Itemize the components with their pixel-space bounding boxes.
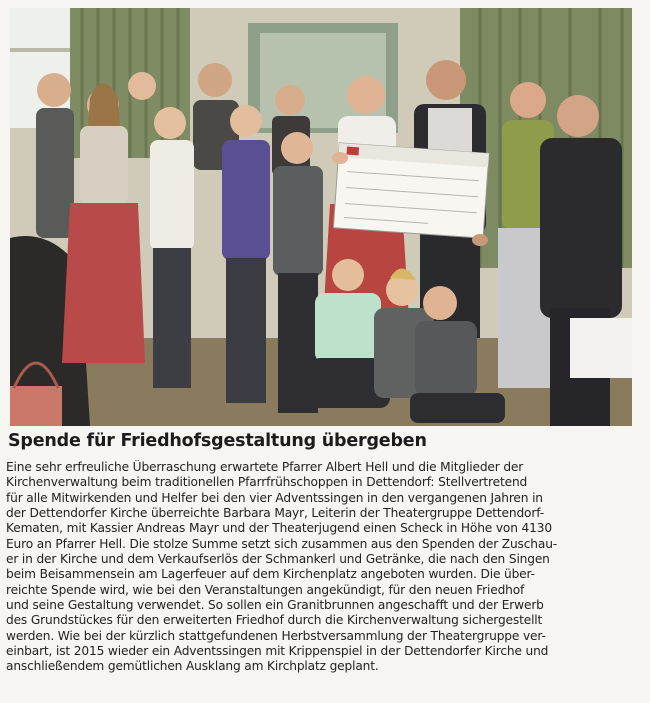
article-line: der Dettendorfer Kirche überreichte Barbara Mayr, Leiterin der Theatergruppe Dettendorf- bbox=[6, 506, 544, 521]
article-photo bbox=[10, 8, 632, 426]
article-line: des Grundstückes für den erweiterten Friedhof durch die Kirchenverwaltung sichergestellt bbox=[6, 613, 543, 628]
article-line: Kirchenverwaltung beim traditionellen Pfarrfrühschoppen in Dettendorf: Stellvertretend bbox=[6, 475, 528, 490]
article-line: für alle Mitwirkenden und Helfer bei den vier Adventssingen in den vergangenen Jahren in bbox=[6, 490, 543, 505]
article-headline: Spende für Friedhofsgestaltung übergeben bbox=[8, 431, 427, 451]
article-line: einbart, ist 2015 wieder ein Adventssingen mit Krippenspiel in der Dettendorfer Kirche und bbox=[6, 644, 549, 659]
article-line: und seine Gestaltung verwendet. So sollen ein Granitbrunnen angeschafft und der Erwerb bbox=[6, 598, 544, 613]
article-line: er in der Kirche und dem Verkaufserlös der Schmankerl und Getränke, die nach den Singen bbox=[6, 552, 550, 567]
article-line: Euro an Pfarrer Hell. Die stolze Summe setzt sich zusammen aus den Spenden der Zuschau- bbox=[6, 536, 558, 551]
article-line: Kematen, mit Kassier Andreas Mayr und der Theaterjugend einen Scheck in Höhe von 4130 bbox=[6, 521, 552, 536]
article-line: werden. Wie bei der kürzlich stattgefundenen Herbstversammlung der Theatergruppe ver- bbox=[6, 628, 546, 643]
article-line: anschließendem gemütlichen Ausklang am Kirchplatz geplant. bbox=[6, 659, 379, 674]
article-line: Eine sehr erfreuliche Überraschung erwartete Pfarrer Albert Hell und die Mitglieder der bbox=[6, 460, 524, 474]
article-body bbox=[6, 460, 630, 675]
article-line: beim Beisammensein am Lagerfeuer auf dem Kirchenplatz angeboten wurden. Die über- bbox=[6, 567, 535, 582]
article-line: reichte Spende wird, wie bei den Veranstaltungen angekündigt, für den neuen Friedhof bbox=[6, 582, 525, 597]
